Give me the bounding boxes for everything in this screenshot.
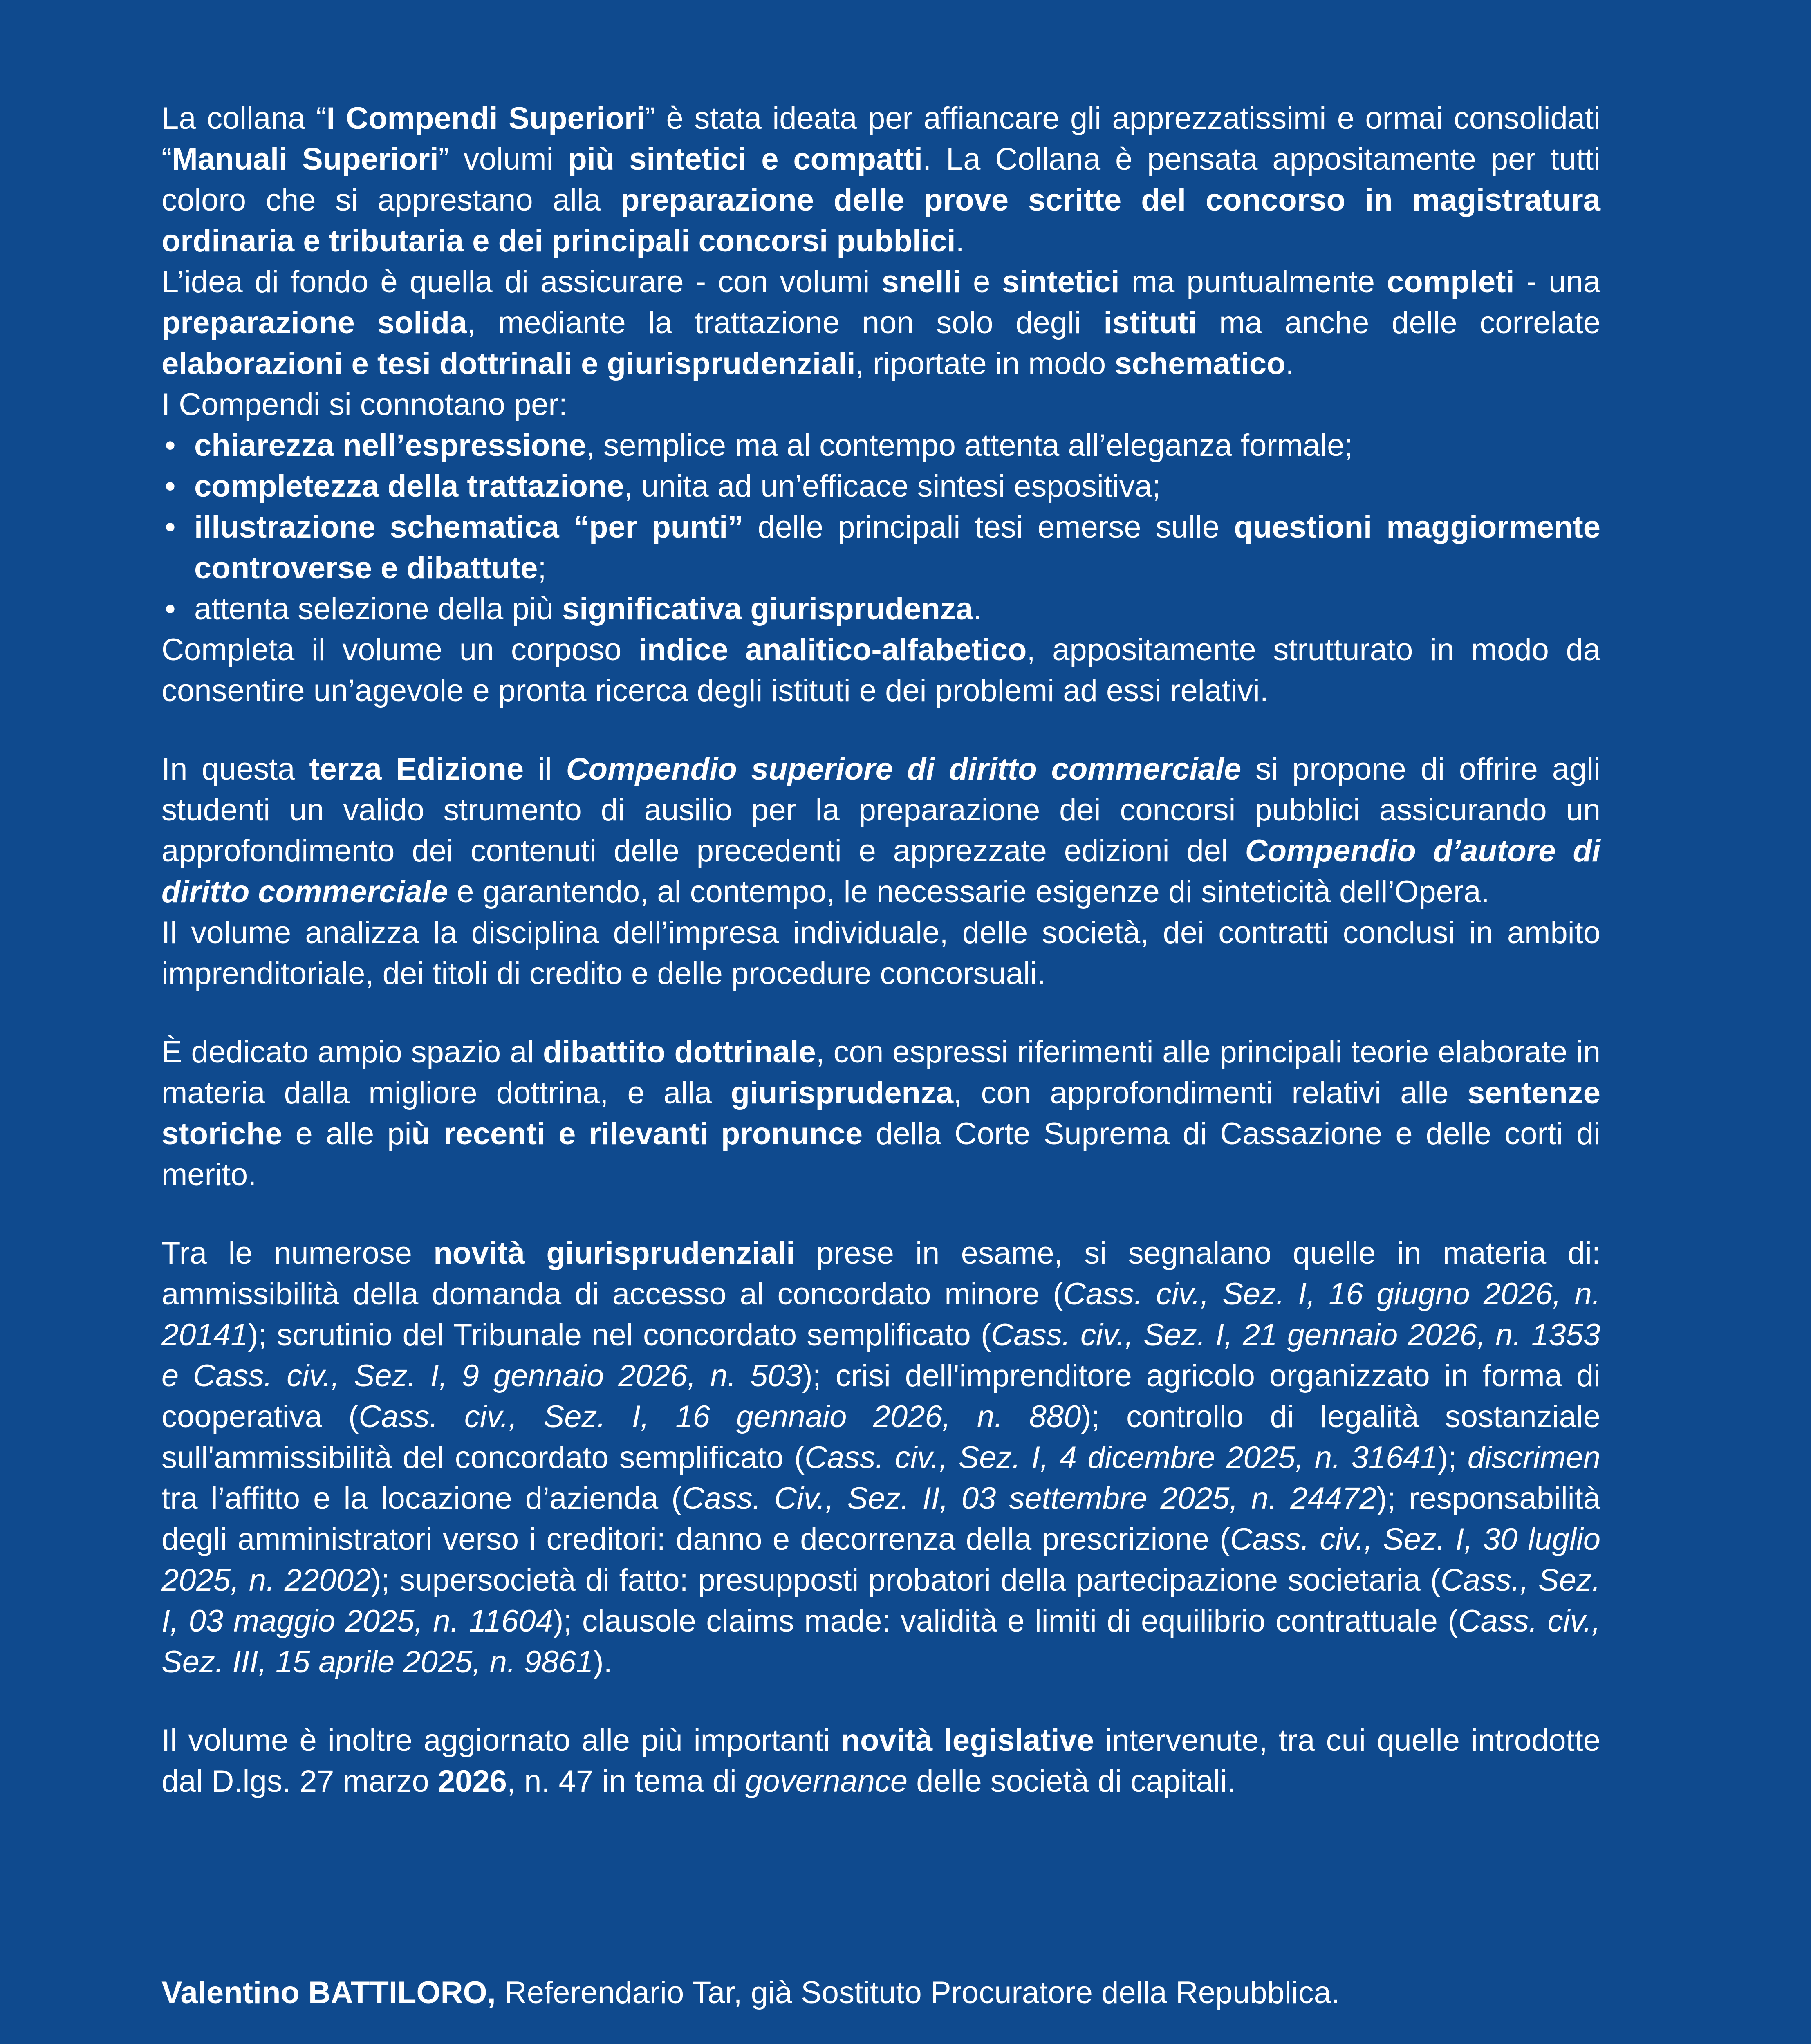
- edition-paragraph-1: In questa terza Edizione il Compendio superiore di diritto commerciale si propone di offrire agli studenti un valido strumento di ausilio per la preparazione dei concorsi pubblici assicurando un approfondimento dei contenuti delle precedenti e apprezzate edizioni del Compendio d’autore di diritto commerciale e garantendo, al contempo, le necessarie esigenze di sinteticità dell’Opera.: [161, 752, 1600, 909]
- author-1: [161, 1972, 1340, 2013]
- news-paragraph: Tra le numerose novità giurisprudenziali prese in esame, si segnalano quelle in materia di: ammissibilità della domanda di accesso al concordato minore (Cass. civ., Sez. I, 16 giugno 2026, n. 20141); scrutinio del Tribunale nel concordato semplificato (Cass. civ., Sez. I, 21 gennaio 2026, n. 1353 e Cass. civ., Sez. I, 9 gennaio 2026, n. 503); crisi dell'imprenditore agricolo organizzato in forma di cooperativa (Cass. civ., Sez. I, 16 gennaio 2026, n. 880); controllo di legalità sostanziale sull'ammissibilità del concordato semplificato (Cass. civ., Sez. I, 4 dicembre 2025, n. 31641); discrimen tra l’affitto e la locazione d’azienda (Cass. Civ., Sez. II, 03 settembre 2025, n. 24472); responsabilità degli amministratori verso i creditori: danno e decorrenza della prescrizione (Cass. civ., Sez. I, 30 luglio 2025, n. 22002); supersocietà di fatto: presupposti probatori della partecipazione societaria (Cass., Sez. I, 03 maggio 2025, n. 11604); clausole claims made: validità e limiti di equilibrio contrattuale (Cass. civ., Sez. III, 15 aprile 2025, n. 9861).: [161, 1236, 1601, 1679]
- edition-paragraph-2: Il volume analizza la disciplina dell’impresa individuale, delle società, dei contratti conclusi in ambito imprenditoriale, dei titoli di credito e delle procedure concorsuali.: [161, 915, 1600, 991]
- feature-item: • attenta selezione della più significativa giurisprudenza.: [161, 589, 1600, 630]
- description-text: [161, 98, 1600, 1802]
- intro-paragraph-1: La collana “I Compendi Superiori” è stata ideata per affiancare gli apprezzatissimi e ormai consolidati “Manuali Superiori” volumi più sintetici e compatti. La Collana è pensata appositamente per tutti coloro che si apprestano alla preparazione delle prove scritte del concorso in magistratura ordinaria e tributaria e dei principali concorsi pubblici.: [161, 101, 1600, 258]
- spacer: [161, 711, 1600, 749]
- feature-item: • illustrazione schematica “per punti” delle principali tesi emerse sulle questioni maggiormente controverse e dibattute;: [161, 507, 1600, 589]
- intro-paragraph-2: L’idea di fondo è quella di assicurare - con volumi snelli e sintetici ma puntualmente completi - una preparazione solida, mediante la trattazione non solo degli istituti ma anche delle correlate elaborazioni e tesi dottrinali e giurisprudenziali, riportate in modo schematico.: [161, 264, 1600, 381]
- intro-paragraph-4: Completa il volume un corposo indice analitico-alfabetico, appositamente strutturato in modo da consentire un’agevole e pronta ricerca degli istituti e dei problemi ad essi relativi.: [161, 632, 1600, 708]
- debate-paragraph: È dedicato ampio spazio al dibattito dottrinale, con espressi riferimenti alle principali teorie elaborate in materia dalla migliore dottrina, e alla giurisprudenza, con approfondimenti relativi alle sentenze storiche e alle più recenti e rilevanti pronunce della Corte Suprema di Cassazione e delle corti di merito.: [161, 1035, 1600, 1192]
- intro-paragraph-3: I Compendi si connotano per:: [161, 387, 567, 422]
- author-role: Referendario Tar, già Sostituto Procuratore della Repubblica.: [495, 1975, 1340, 2010]
- features-list: [161, 425, 1600, 630]
- spacer: [161, 1195, 1600, 1233]
- spacer: [161, 1683, 1600, 1720]
- spacer: [161, 994, 1600, 1032]
- legislation-paragraph: Il volume è inoltre aggiornato alle più importanti novità legislative intervenute, tra cui quelle introdotte dal D.lgs. 27 marzo 2026, n. 47 in tema di governance delle società di capitali.: [161, 1723, 1600, 1799]
- feature-item: • completezza della trattazione, unita ad un’efficace sintesi espositiva;: [161, 466, 1600, 507]
- author-name: Valentino BATTILORO,: [161, 1975, 496, 2010]
- feature-item: • chiarezza nell’espressione, semplice ma al contempo attenta all’eleganza formale;: [161, 425, 1600, 466]
